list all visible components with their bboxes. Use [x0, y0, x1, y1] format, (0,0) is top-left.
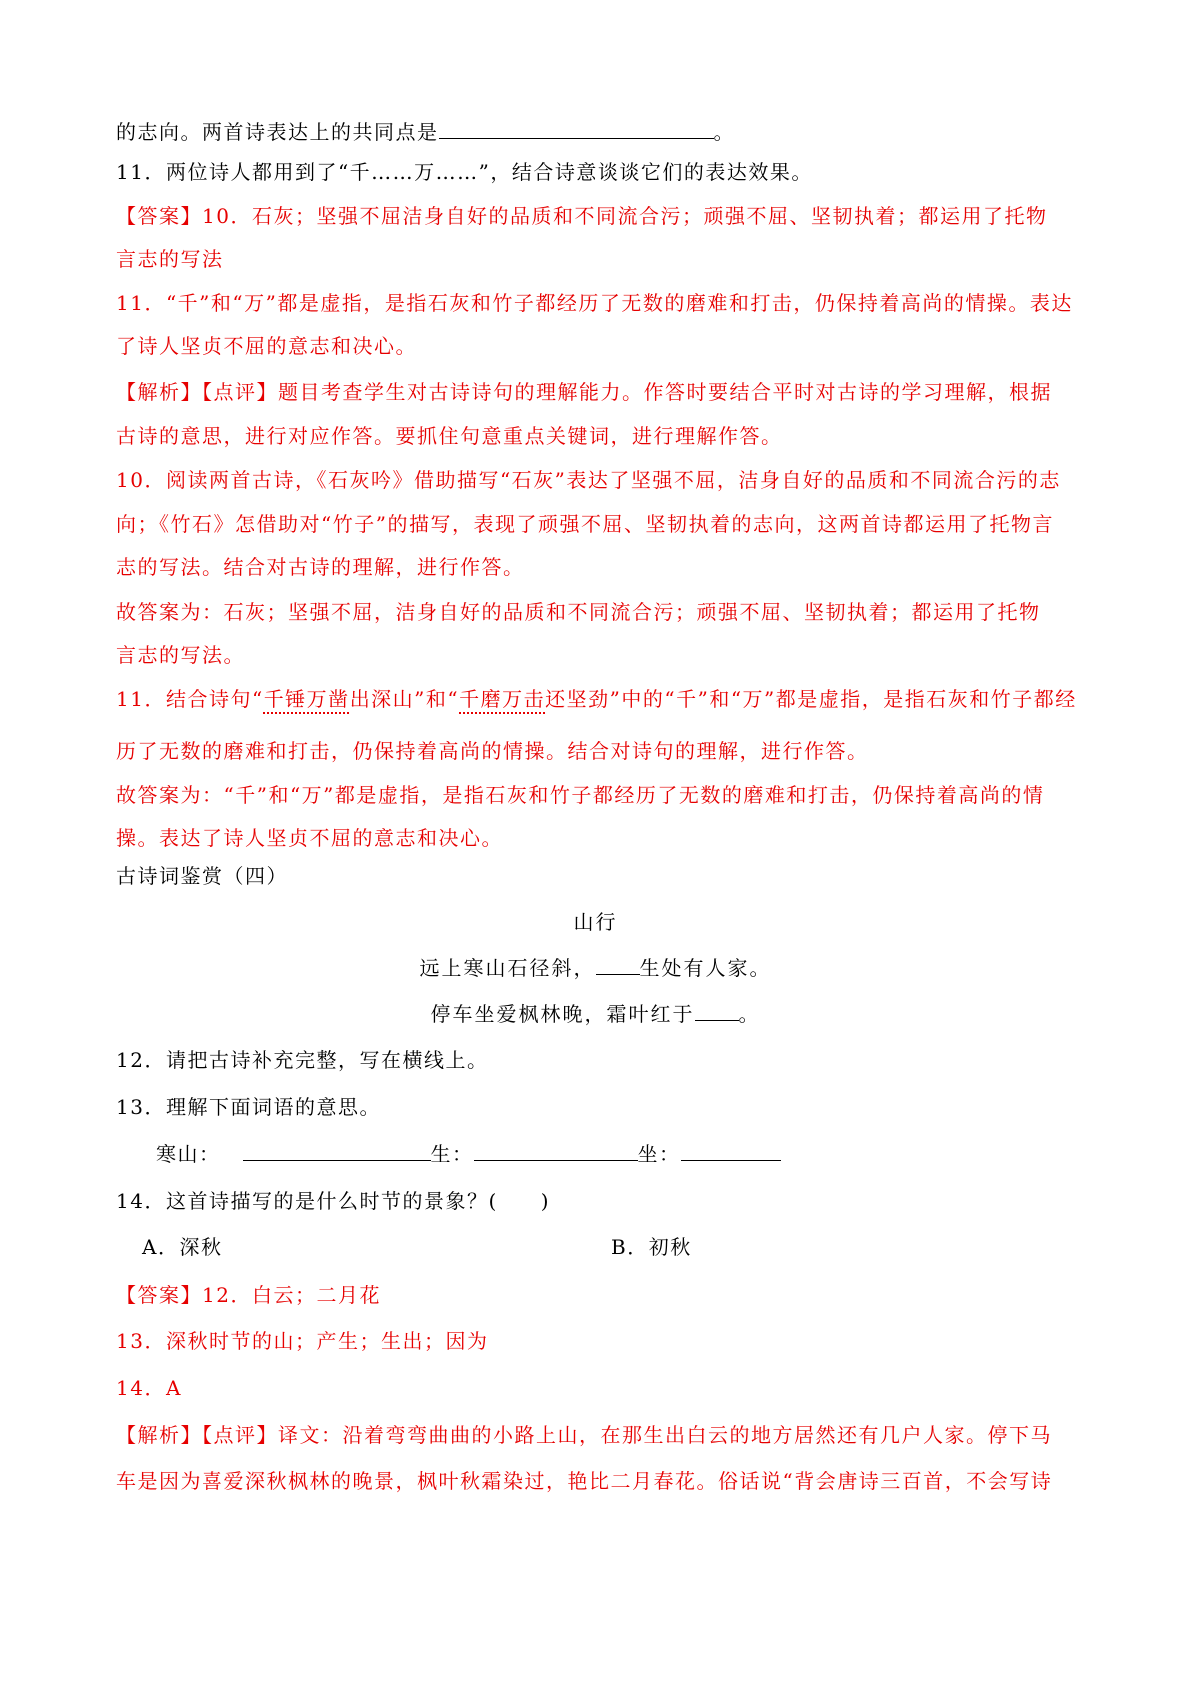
analysis-line: 言志的写法。 — [116, 643, 245, 667]
answer-line: 【答案】12．白云；二月花 — [116, 1283, 381, 1307]
answer-line: 14．A — [116, 1376, 182, 1400]
answer-line: 11．“千”和“万”都是虚指，是指石灰和竹子都经历了无数的磨难和打击，仍保持着高尚的情操。表达 — [116, 291, 1073, 315]
analysis-line: 11．结合诗句“千锤万凿出深山”和“千磨万击还坚劲”中的“千”和“万”都是虚指，是指石灰和竹子都经 — [116, 687, 1077, 711]
analysis-line: 志的写法。结合对古诗的理解，进行作答。 — [116, 555, 525, 579]
poem-line: 停车坐爱枫林晚，霜叶红于 。 — [430, 1002, 761, 1026]
analysis-line: 向；《竹石》怎借助对“竹子”的描写，表现了顽强不屈、坚韧执着的志向，这两首诗都运用了托物言 — [116, 512, 1054, 536]
analysis-line: 古诗的意思，进行对应作答。要抓住句意重点关键词，进行理解作答。 — [116, 424, 783, 448]
emphasized-phrase: 千锤万凿 — [263, 687, 350, 711]
answer-line: 13．深秋时节的山；产生；生出；因为 — [116, 1329, 489, 1353]
answer-line: 了诗人坚贞不屈的意志和决心。 — [116, 334, 417, 358]
poem-title: 山行 — [573, 910, 618, 934]
analysis-line: 历了无数的磨难和打击，仍保持着高尚的情操。结合对诗句的理解，进行作答。 — [116, 739, 869, 763]
answer-blank — [439, 120, 714, 139]
option-a: A．深秋 — [142, 1235, 223, 1259]
question-12: 12．请把古诗补充完整，写在横线上。 — [116, 1048, 489, 1072]
analysis-line: 操。表达了诗人坚贞不屈的意志和决心。 — [116, 826, 503, 850]
vocab-blank — [243, 1142, 431, 1161]
analysis-line: 【解析】【点评】译文：沿着弯弯曲曲的小路上山，在那生出白云的地方居然还有几户人家。停下马 — [116, 1423, 1052, 1447]
question-14: 14．这首诗描写的是什么时节的景象？( ) — [116, 1189, 551, 1213]
answer-line: 【答案】10．石灰；坚强不屈洁身自好的品质和不同流合污；顽强不屈、坚韧执着；都运用了托物 — [116, 204, 1048, 228]
text-line: 的志向。两首诗表达上的共同点是 。 — [116, 120, 735, 144]
poem-line: 远上寒山石径斜， 生处有人家。 — [419, 956, 772, 980]
emphasized-phrase: 千磨万击 — [459, 687, 546, 711]
vocab-row: 寒山： 生： 坐： — [156, 1140, 781, 1168]
analysis-line: 故答案为：石灰；坚强不屈，洁身自好的品质和不同流合污；顽强不屈、坚韧执着；都运用了托物 — [116, 600, 1041, 624]
vocab-blank — [681, 1142, 781, 1161]
poem-blank — [695, 1002, 739, 1021]
question-13: 13．理解下面词语的意思。 — [116, 1095, 381, 1119]
question-11: 11．两位诗人都用到了“千……万……”，结合诗意谈谈它们的表达效果。 — [116, 160, 813, 184]
analysis-line: 【解析】【点评】题目考查学生对古诗诗句的理解能力。作答时要结合平时对古诗的学习理解，根据 — [116, 380, 1052, 404]
answer-line: 言志的写法 — [116, 247, 224, 271]
analysis-line: 故答案为：“千”和“万”都是虚指，是指石灰和竹子都经历了无数的磨难和打击，仍保持着高尚的情 — [116, 783, 1045, 807]
vocab-blank — [474, 1142, 638, 1161]
analysis-line: 车是因为喜爱深秋枫林的晚景，枫叶秋霜染过，艳比二月春花。俗话说“背会唐诗三百首，不会写诗 — [116, 1469, 1053, 1493]
option-b: B．初秋 — [611, 1235, 692, 1259]
analysis-line: 10．阅读两首古诗，《石灰吟》借助描写“石灰”表达了坚强不屈，洁身自好的品质和不同流合污的志 — [116, 468, 1061, 492]
poem-blank — [596, 956, 640, 975]
section-heading: 古诗词鉴赏（四） — [116, 864, 288, 888]
